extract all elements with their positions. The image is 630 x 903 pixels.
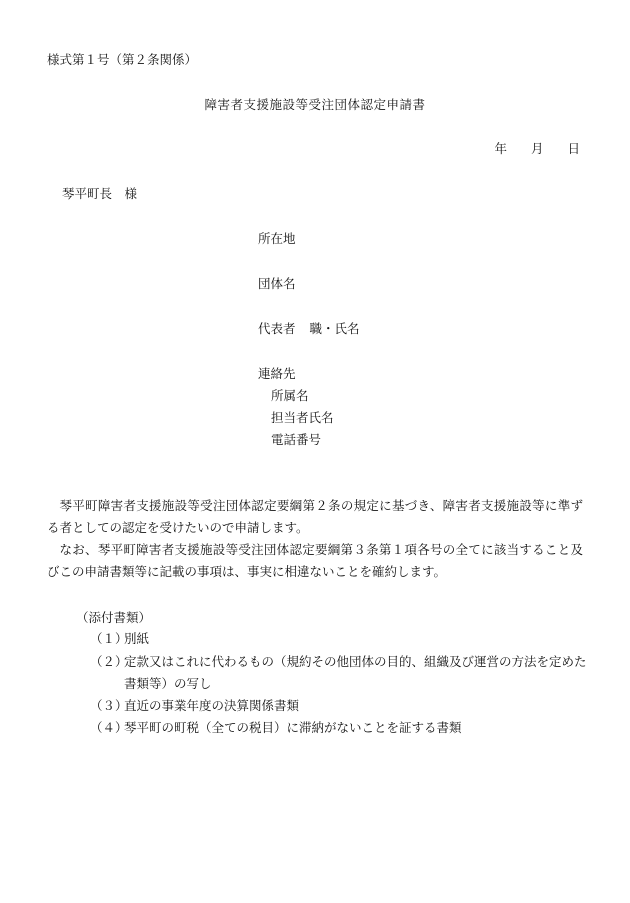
attachment-number: （４） — [90, 720, 128, 735]
attachment-item — [90, 720, 462, 735]
person-in-charge-label: 担当者氏名 — [271, 410, 334, 425]
attachments-heading: （添付書類） — [76, 610, 152, 625]
application-statement — [47, 495, 583, 583]
date-line — [476, 141, 580, 156]
attachment-item — [90, 698, 299, 713]
attachment-item — [90, 654, 587, 669]
attachment-text: 直近の事業年度の決算関係書類 — [124, 698, 300, 713]
group-name-label: 団体名 — [258, 276, 296, 291]
attachment-text-continued: 書類等）の写し — [124, 676, 212, 691]
representative-title-name-label: 職・氏名 — [309, 321, 360, 336]
attachment-number: （２） — [90, 654, 128, 669]
attachment-text: 琴平町の町税（全ての税目）に滞納がないことを証する書類 — [124, 720, 462, 735]
attachment-text: 別紙 — [124, 631, 150, 646]
attachment-number: （３） — [90, 698, 128, 713]
attachment-number: （１） — [90, 631, 128, 646]
month-label: 月 — [530, 141, 544, 156]
year-label: 年 — [494, 141, 507, 156]
address-label: 所在地 — [258, 231, 296, 246]
form-number: 様式第１号（第２条関係） — [47, 52, 198, 67]
attachment-text: 定款又はこれに代わるもの（規約その他団体の目的、組織及び運営の方法を定めた — [124, 654, 587, 669]
document-title: 障害者支援施設等受注団体認定申請書 — [204, 97, 426, 112]
contact-label: 連絡先 — [258, 366, 296, 381]
representative-row — [258, 321, 360, 336]
phone-number-label: 電話番号 — [271, 432, 322, 447]
statement-paragraph-2: なお、琴平町障害者支援施設等受注団体認定要綱第３条第１項各号の全てに該当すること及びこの申請書類等に記載の事項は、事実に相違ないことを確約します。 — [47, 542, 583, 579]
addressee: 琴平町長 様 — [62, 186, 138, 201]
attachment-item — [90, 631, 149, 646]
day-label: 日 — [567, 141, 580, 156]
department-label: 所属名 — [271, 388, 309, 403]
statement-paragraph-1: 琴平町障害者支援施設等受注団体認定要綱第２条の規定に基づき、障害者支援施設等に準ずる者としての認定を受けたいので申請します。 — [47, 498, 583, 535]
representative-label: 代表者 — [258, 321, 296, 336]
